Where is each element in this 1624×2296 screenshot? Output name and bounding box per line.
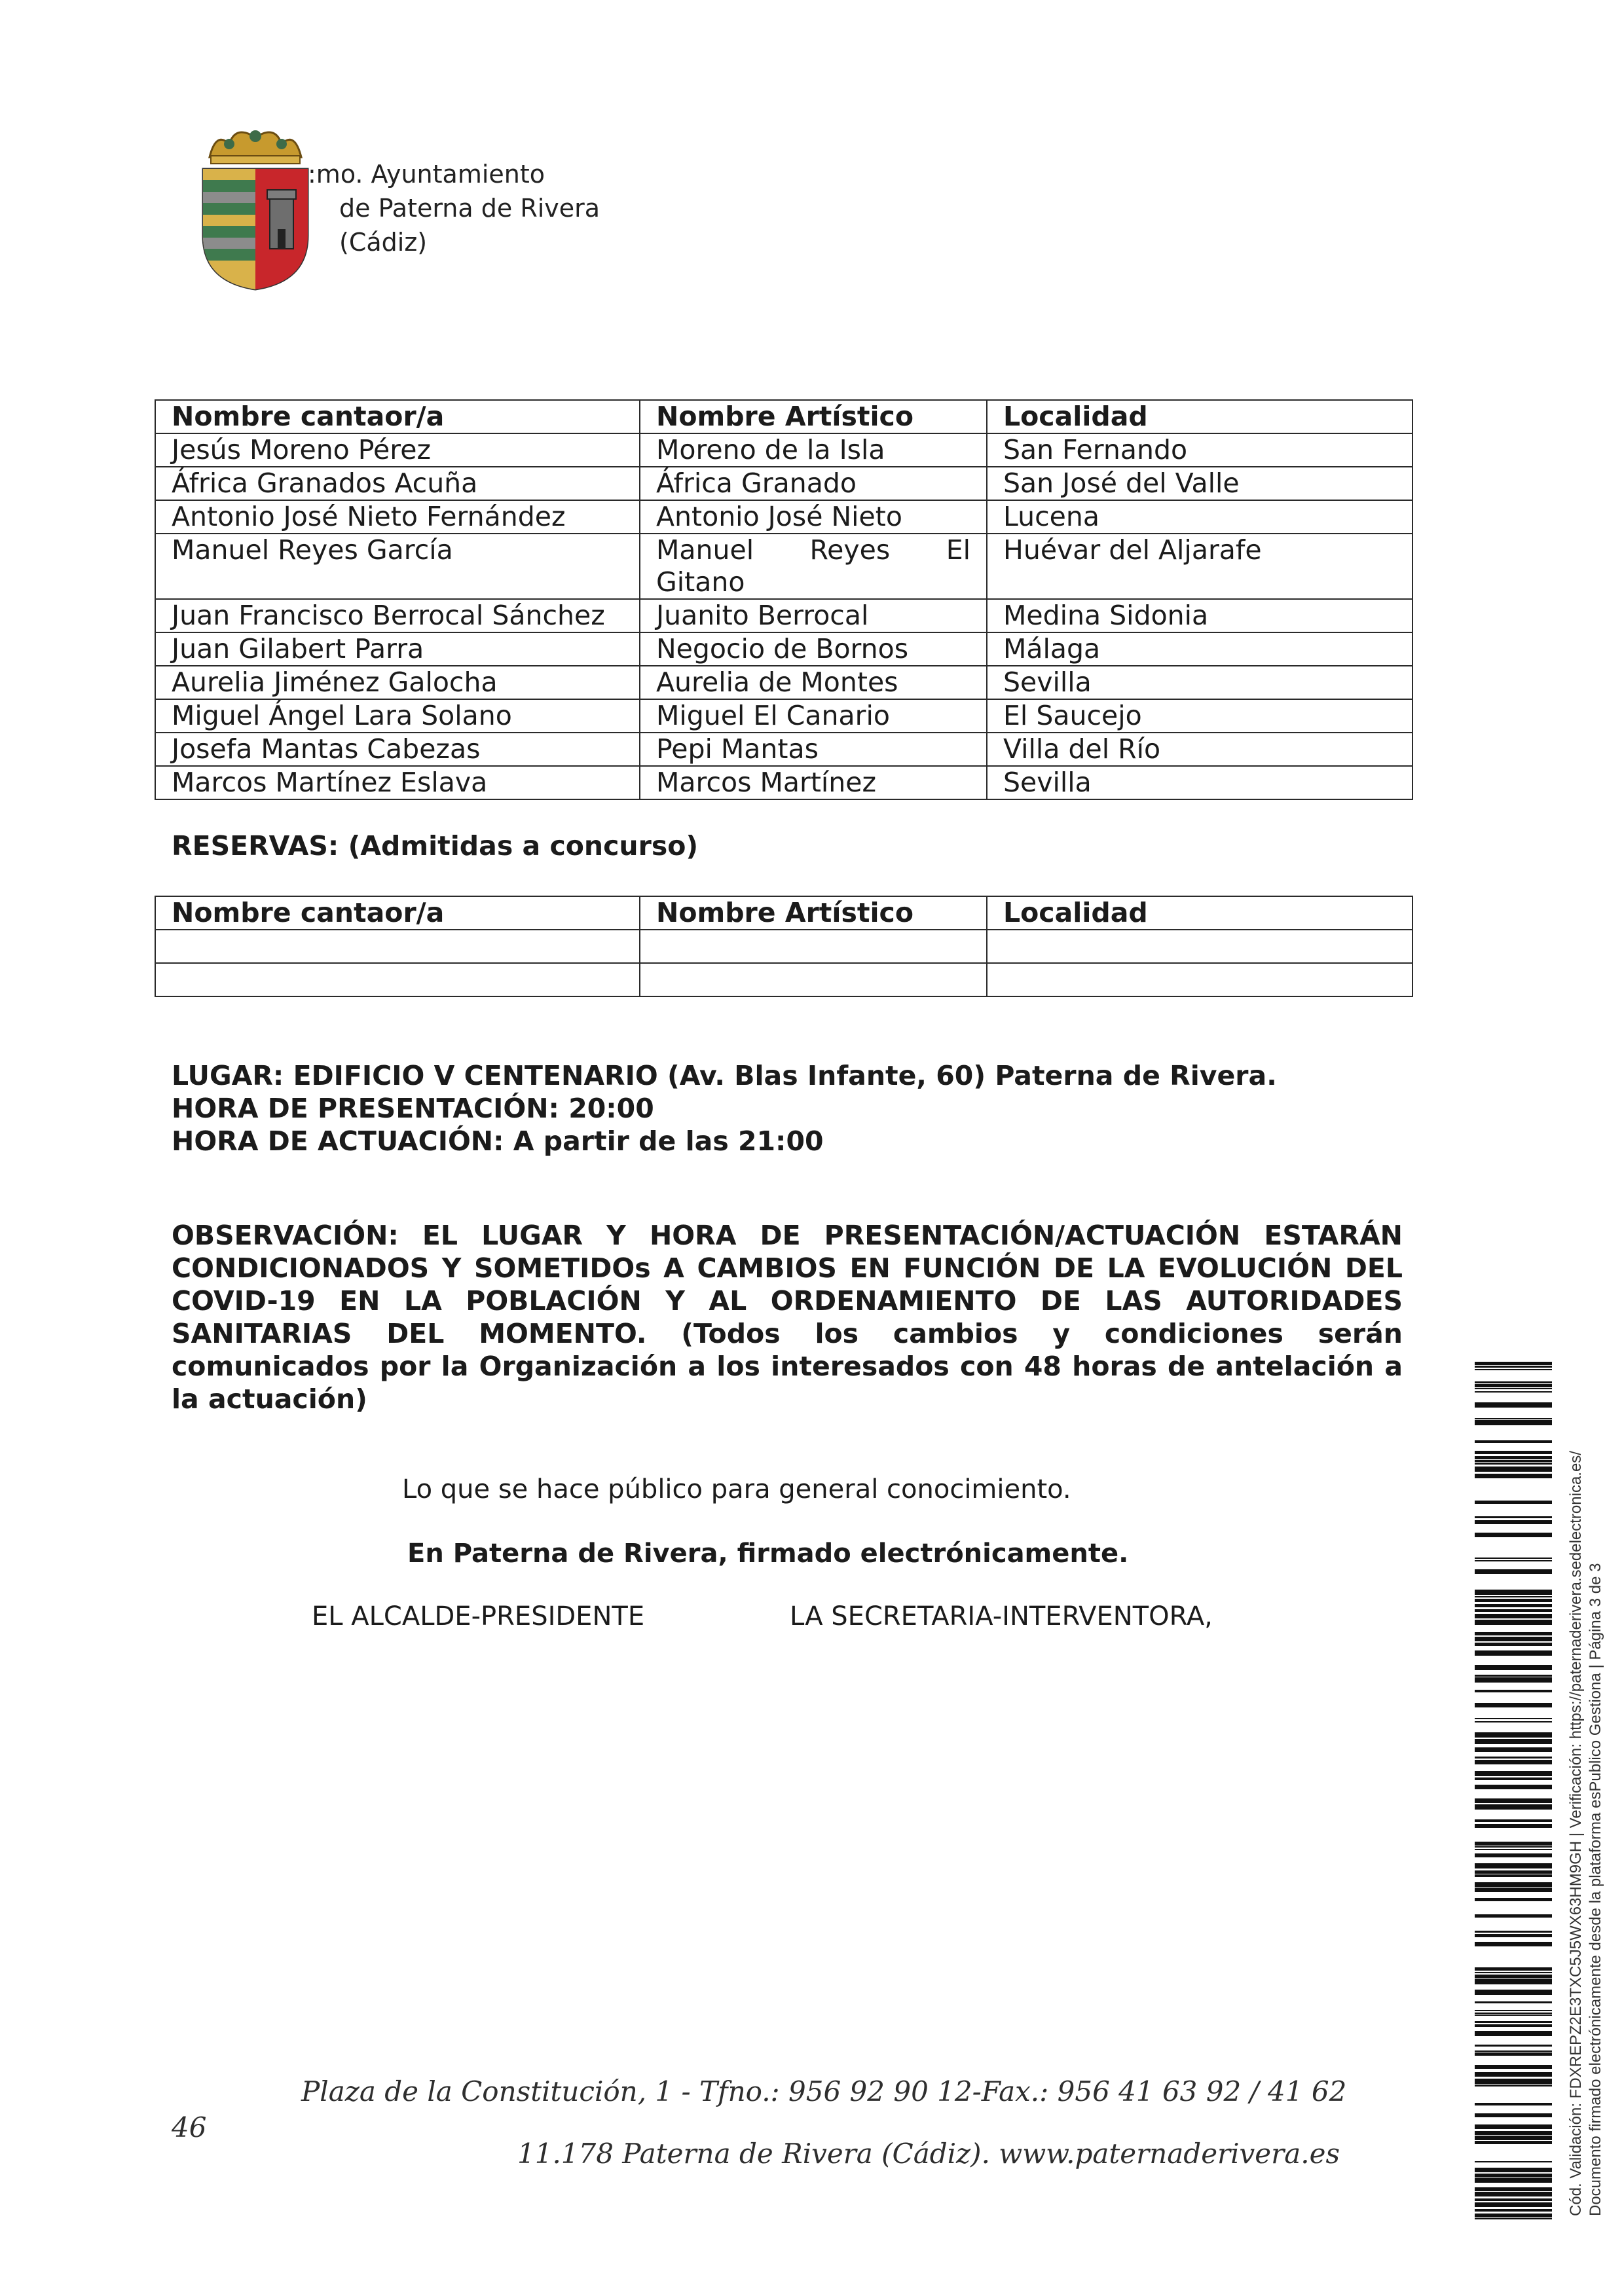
- barcode-bar: [1475, 1874, 1552, 1877]
- barcode-bar: [1475, 2209, 1552, 2212]
- observation-notice: OBSERVACIÓN: EL LUGAR Y HORA DE PRESENTACIÓN/ACTUACIÓN ESTARÁN CONDICIONADOS Y SOMETIDOs A CAMBIOS EN FUNCIÓN DE LA EVOLUCIÓN DEL COVID-19 EN LA POBLACIÓN Y AL ORDENAMIENTO DE LAS AUTORIDADES SANITARIAS DEL MOMENTO. (Todos los cambios y condiciones serán comunicados por la Organización a los interesados con 48 horas de antelación a la actuación): [172, 1220, 1403, 1415]
- barcode-bar: [1475, 1771, 1552, 1776]
- barcode-bar: [1475, 2202, 1552, 2207]
- barcode-bar: [1475, 2174, 1552, 2177]
- barcode-bar: [1475, 1609, 1552, 1612]
- barcode-bar: [1475, 2065, 1552, 2069]
- barcode-bar: [1475, 1888, 1552, 1892]
- table-header-row: [155, 896, 1412, 930]
- signed-place-text: En Paterna de Rivera, firmado electrónicamente.: [407, 1539, 1129, 1569]
- barcode-bar: [1475, 2113, 1552, 2117]
- barcode-bar: [1475, 2014, 1552, 2016]
- barcode-bar: [1475, 2218, 1552, 2219]
- cell-artistic-name: Negocio de Bornos: [640, 632, 987, 666]
- barcode-bar: [1475, 1474, 1552, 1478]
- table-row: [155, 599, 1412, 632]
- header-line-3: (Cádiz): [339, 228, 428, 257]
- barcode-bar: [1475, 1460, 1552, 1462]
- barcode-bar: [1475, 2198, 1552, 2201]
- barcode-bar: [1475, 1665, 1552, 1670]
- barcode-bar: [1475, 1967, 1552, 1971]
- header-line-2: de Paterna de Rivera: [339, 194, 600, 223]
- barcode-bar: [1475, 1463, 1552, 1465]
- cell-locality: Sevilla: [987, 666, 1412, 699]
- table-row: [155, 534, 1412, 599]
- barcode-bar: [1475, 1440, 1552, 1443]
- cell-name: Juan Francisco Berrocal Sánchez: [155, 599, 640, 632]
- cell-name: Josefa Mantas Cabezas: [155, 733, 640, 766]
- barcode-bar: [1475, 1516, 1552, 1518]
- validation-code-line: Cód. Validación: FDXREPZ2E3TXC5J5WX63HM9GH | Verificación: https://paternaderivera.sedelectronica.es/: [1567, 1451, 1585, 2216]
- barcode-bar: [1475, 1614, 1552, 1618]
- barcode-bar: [1475, 2131, 1552, 2135]
- barcode-bar: [1475, 1739, 1552, 1744]
- secretary-signature-label: LA SECRETARIA-INTERVENTORA,: [790, 1601, 1213, 1631]
- barcode-bar: [1475, 1620, 1552, 1625]
- cell-locality: Sevilla: [987, 766, 1412, 799]
- cell-locality: San José del Valle: [987, 467, 1412, 500]
- barcode-bar: [1475, 2192, 1552, 2196]
- barcode-bar: [1475, 1931, 1552, 1933]
- empty-cell: [155, 930, 640, 963]
- empty-cell: [987, 963, 1412, 996]
- cell-artistic-name: Marcos Martínez: [640, 766, 987, 799]
- validation-text: [1566, 1352, 1606, 2216]
- barcode-bar: [1475, 1381, 1552, 1383]
- cell-artistic-name: Miguel El Canario: [640, 699, 987, 733]
- reserves-title: RESERVAS: (Admitidas a concurso): [172, 830, 699, 862]
- shield-icon: [203, 169, 308, 293]
- barcode-bar: [1475, 1849, 1552, 1850]
- barcode-bar: [1475, 2187, 1552, 2191]
- barcode-bar: [1475, 2024, 1552, 2027]
- barcode-bar: [1475, 2013, 1552, 2014]
- barcode-bar: [1475, 2010, 1552, 2011]
- barcode-bar: [1475, 1560, 1552, 1561]
- barcode-bar: [1475, 2021, 1552, 2023]
- barcode-bar: [1475, 1732, 1552, 1738]
- barcode-bar: [1475, 2141, 1552, 2144]
- barcode-bar: [1475, 1972, 1552, 1973]
- barcode-bar: [1475, 1402, 1552, 1408]
- barcode-bar: [1475, 1650, 1552, 1656]
- barcode-bar: [1475, 1934, 1552, 1937]
- cell-locality: San Fernando: [987, 433, 1412, 467]
- table-row: [155, 666, 1412, 699]
- table-row: [155, 733, 1412, 766]
- empty-cell: [987, 930, 1412, 963]
- cell-locality: Málaga: [987, 632, 1412, 666]
- cell-locality: El Saucejo: [987, 699, 1412, 733]
- cell-name: Marcos Martínez Eslava: [155, 766, 640, 799]
- barcode-bar: [1475, 1846, 1552, 1848]
- cell-name: Juan Gilabert Parra: [155, 632, 640, 666]
- reserves-table: [155, 896, 1413, 997]
- cell-artistic-name: África Granado: [640, 467, 987, 500]
- municipal-crest-logo: [196, 118, 314, 295]
- barcode-bar: [1475, 1690, 1552, 1692]
- barcode-bar: [1475, 2103, 1552, 2105]
- barcode-bar: [1475, 1590, 1552, 1595]
- barcode-bar: [1475, 2124, 1552, 2129]
- table-row: [155, 632, 1412, 666]
- cell-name: Manuel Reyes García: [155, 534, 640, 599]
- barcode-bar: [1475, 2168, 1552, 2172]
- barcode-bar: [1475, 1388, 1552, 1389]
- cell-artistic-name: Pepi Mantas: [640, 733, 987, 766]
- barcode-bar: [1475, 2072, 1552, 2077]
- barcode-bar: [1475, 1785, 1552, 1789]
- barcode-bar: [1475, 1384, 1552, 1387]
- cell-name: África Granados Acuña: [155, 467, 640, 500]
- cell-artistic-name: Manuel Reyes El Gitano: [640, 534, 987, 599]
- barcode-bar: [1475, 1569, 1552, 1574]
- barcode-bar: [1475, 1760, 1552, 1764]
- barcode-bar: [1475, 1675, 1552, 1677]
- table-row: [155, 467, 1412, 500]
- barcode-bar: [1475, 1882, 1552, 1887]
- barcode-bar: [1475, 2136, 1552, 2140]
- barcode-bar: [1475, 2161, 1552, 2162]
- table-row: [155, 930, 1412, 963]
- crown-icon: [210, 130, 301, 164]
- cell-locality: Villa del Río: [987, 733, 1412, 766]
- page-number: 46: [172, 2111, 207, 2143]
- mayor-signature-label: EL ALCALDE-PRESIDENTE: [312, 1601, 645, 1631]
- barcode-bar: [1475, 1596, 1552, 1597]
- barcode-bar: [1475, 1990, 1552, 1995]
- barcode-bar: [1475, 2085, 1552, 2086]
- column-header-locality: Localidad: [987, 896, 1412, 930]
- barcode-bar: [1475, 1777, 1552, 1780]
- cell-locality: Medina Sidonia: [987, 599, 1412, 632]
- barcode-bar: [1475, 1853, 1552, 1857]
- venue-performance-time: HORA DE ACTUACIÓN: A partir de las 21:00: [172, 1125, 824, 1157]
- barcode-bar: [1475, 1632, 1552, 1635]
- table-header-row: [155, 400, 1412, 433]
- empty-cell: [640, 930, 987, 963]
- cell-artistic-name: Juanito Berrocal: [640, 599, 987, 632]
- barcode-bar: [1475, 1362, 1552, 1365]
- barcode-bar: [1475, 1558, 1552, 1559]
- barcode-bar: [1475, 2001, 1552, 2003]
- cell-name: Miguel Ángel Lara Solano: [155, 699, 640, 733]
- venue-place: LUGAR: EDIFICIO V CENTENARIO (Av. Blas Infante, 60) Paterna de Rivera.: [172, 1060, 1277, 1091]
- cell-name: Jesús Moreno Pérez: [155, 433, 640, 467]
- column-header-artistic-name: Nombre Artístico: [640, 400, 987, 433]
- barcode-bar: [1475, 2031, 1552, 2036]
- table-row: [155, 963, 1412, 996]
- venue-presentation-time: HORA DE PRESENTACIÓN: 20:00: [172, 1093, 654, 1124]
- barcode-bar: [1475, 1420, 1552, 1425]
- barcode-bar: [1475, 1870, 1552, 1874]
- barcode-bar: [1475, 1703, 1552, 1707]
- barcode-bar: [1475, 1501, 1552, 1504]
- barcode-bar: [1475, 1942, 1552, 1946]
- cell-artistic-name: Antonio José Nieto: [640, 500, 987, 534]
- venue-details: [172, 1059, 1277, 1157]
- barcode-bar: [1475, 1520, 1552, 1524]
- barcode-bar: [1475, 1842, 1552, 1846]
- barcode-bar: [1475, 1456, 1552, 1459]
- barcode-bar: [1475, 2050, 1552, 2052]
- barcode-bar: [1475, 1747, 1552, 1752]
- municipality-header: [308, 157, 600, 259]
- barcode-bar: [1475, 1863, 1552, 1868]
- barcode-bar: [1475, 1898, 1552, 1901]
- barcode-bar: [1475, 1637, 1552, 1641]
- cell-name: Antonio José Nieto Fernández: [155, 500, 640, 534]
- table-row: [155, 500, 1412, 534]
- barcode-bar: [1475, 2178, 1552, 2183]
- barcode-bar: [1475, 1391, 1552, 1393]
- column-header-locality: Localidad: [987, 400, 1412, 433]
- empty-cell: [155, 963, 640, 996]
- barcode-bar: [1475, 2052, 1552, 2056]
- empty-cell: [640, 963, 987, 996]
- barcode-bar: [1475, 1418, 1552, 1419]
- barcode-bar: [1475, 1721, 1552, 1722]
- participants-table: [155, 399, 1413, 800]
- barcode-bar: [1475, 1979, 1552, 1984]
- table-row: [155, 433, 1412, 467]
- barcode-bar: [1475, 1718, 1552, 1719]
- cell-name: Aurelia Jiménez Galocha: [155, 666, 640, 699]
- cell-artistic-name: Moreno de la Isla: [640, 433, 987, 467]
- barcode-bar: [1475, 1604, 1552, 1607]
- footer-address: Plaza de la Constitución, 1 - Tfno.: 956 92 90 12-Fax.: 956 41 63 92 / 41 62: [301, 2075, 1347, 2107]
- cell-artistic-name: Aurelia de Montes: [640, 666, 987, 699]
- barcode-bar: [1475, 1643, 1552, 1646]
- column-header-artistic-name: Nombre Artístico: [640, 896, 987, 930]
- barcode-bar: [1475, 1975, 1552, 1978]
- table-row: [155, 766, 1412, 799]
- table-row: [155, 699, 1412, 733]
- header-line-1: :mo. Ayuntamiento: [308, 160, 545, 189]
- public-notice-text: Lo que se hace público para general conocimiento.: [402, 1474, 1071, 1504]
- barcode-bar: [1475, 1798, 1552, 1803]
- barcode-bar: [1475, 1533, 1552, 1537]
- validation-barcode: [1475, 1362, 1552, 2219]
- barcode-bar: [1475, 1467, 1552, 1472]
- cell-locality: Huévar del Aljarafe: [987, 534, 1412, 599]
- barcode-bar: [1475, 1451, 1552, 1454]
- barcode-bar: [1475, 1599, 1552, 1602]
- barcode-bar: [1475, 1819, 1552, 1822]
- barcode-bar: [1475, 1757, 1552, 1758]
- barcode-bar: [1475, 1824, 1552, 1828]
- barcode-bar: [1475, 1804, 1552, 1810]
- validation-platform-line: Documento firmado electrónicamente desde la plataforma esPublico Gestiona | Página 3 de 3: [1587, 1563, 1604, 2216]
- cell-locality: Lucena: [987, 500, 1412, 534]
- column-header-name: Nombre cantaor/a: [155, 896, 640, 930]
- barcode-bar: [1475, 1369, 1552, 1370]
- barcode-bar: [1475, 2045, 1552, 2047]
- barcode-bar: [1475, 1677, 1552, 1683]
- footer-city-website: 11.178 Paterna de Rivera (Cádiz). www.paternaderivera.es: [517, 2138, 1340, 2170]
- barcode-bar: [1475, 1914, 1552, 1918]
- column-header-name: Nombre cantaor/a: [155, 400, 640, 433]
- barcode-bar: [1475, 2214, 1552, 2217]
- barcode-bar: [1475, 1366, 1552, 1368]
- barcode-bar: [1475, 2079, 1552, 2084]
